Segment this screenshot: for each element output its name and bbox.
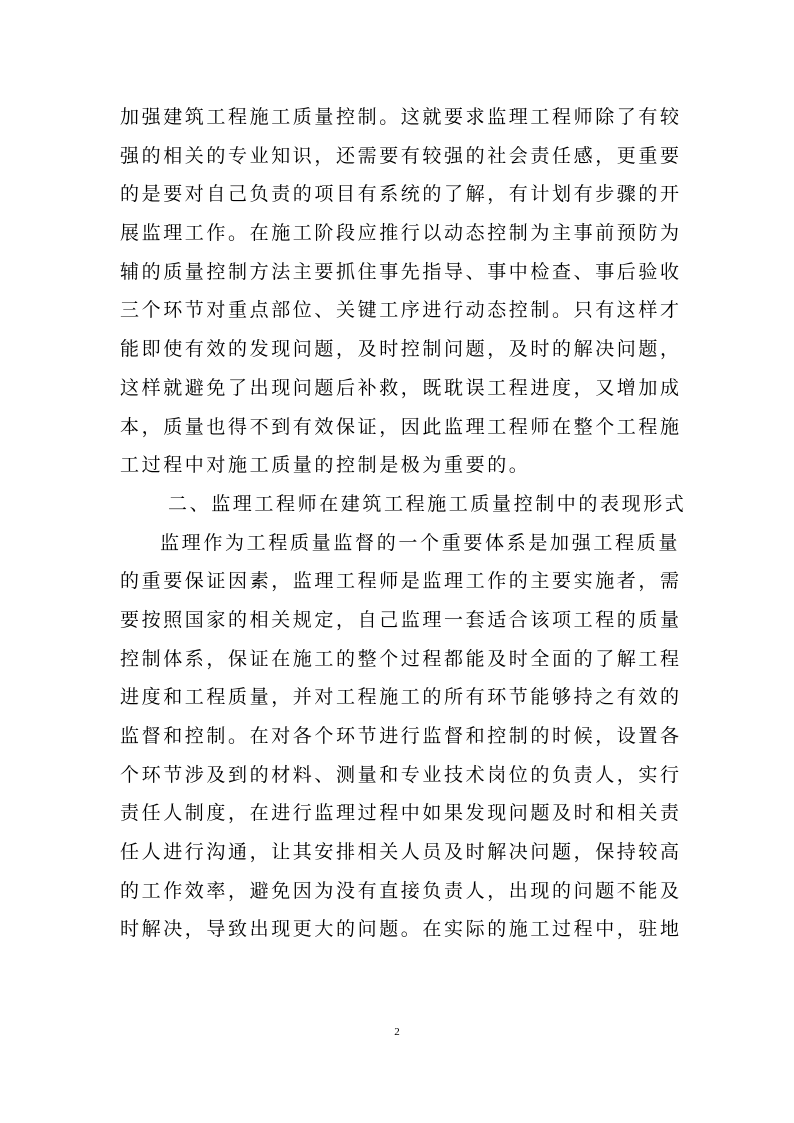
section-heading: 二、监理工程师在建筑工程施工质量控制中的表现形式 bbox=[168, 492, 687, 515]
page-number: 2 bbox=[394, 1026, 400, 1038]
text-line: 辅的质量控制方法主要抓住事先指导、事中检查、事后验收 bbox=[120, 260, 682, 283]
text-line: 个环节涉及到的材料、测量和专业技术岗位的负责人，实行 bbox=[120, 763, 682, 786]
text-line: 本，质量也得不到有效保证，因此监理工程师在整个工程施 bbox=[120, 415, 682, 438]
text-line: 这样就避免了出现问题后补救，既耽误工程进度，又增加成 bbox=[120, 376, 682, 399]
text-line: 监理作为工程质量监督的一个重要体系是加强工程质量 bbox=[160, 531, 680, 554]
text-line: 控制体系，保证在施工的整个过程都能及时全面的了解工程 bbox=[120, 647, 682, 670]
text-line: 能即使有效的发现问题，及时控制问题，及时的解决问题， bbox=[120, 338, 682, 361]
text-line: 责任人制度，在进行监理过程中如果发现问题及时和相关责 bbox=[120, 802, 682, 825]
paragraph-2 bbox=[120, 524, 680, 950]
text-line: 展监理工作。在施工阶段应推行以动态控制为主事前预防为 bbox=[120, 222, 682, 245]
text-line: 强的相关的专业知识，还需要有较强的社会责任感，更重要 bbox=[120, 144, 682, 167]
text-line: 的是要对自己负责的项目有系统的了解，有计划有步骤的开 bbox=[120, 183, 682, 206]
text-line: 的工作效率，避免因为没有直接负责人，出现的问题不能及 bbox=[120, 879, 682, 902]
text-line: 要按照国家的相关规定，自己监理一套适合该项工程的质量 bbox=[120, 608, 682, 631]
text-line: 时解决，导致出现更大的问题。在实际的施工过程中，驻地 bbox=[120, 918, 682, 941]
text-line: 的重要保证因素，监理工程师是监理工作的主要实施者，需 bbox=[120, 570, 682, 593]
text-line: 加强建筑工程施工质量控制。这就要求监理工程师除了有较 bbox=[120, 106, 682, 128]
paragraph-1 bbox=[120, 98, 680, 485]
text-line: 三个环节对重点部位、关键工序进行动态控制。只有这样才 bbox=[120, 299, 682, 322]
body-text bbox=[120, 98, 687, 949]
text-line: 进度和工程质量，并对工程施工的所有环节能够持之有效的 bbox=[120, 686, 682, 709]
text-line: 工过程中对施工质量的控制是极为重要的。 bbox=[120, 454, 531, 477]
text-line: 监督和控制。在对各个环节进行监督和控制的时候，设置各 bbox=[120, 725, 682, 747]
text-line: 任人进行沟通，让其安排相关人员及时解决问题，保持较高 bbox=[120, 841, 682, 864]
